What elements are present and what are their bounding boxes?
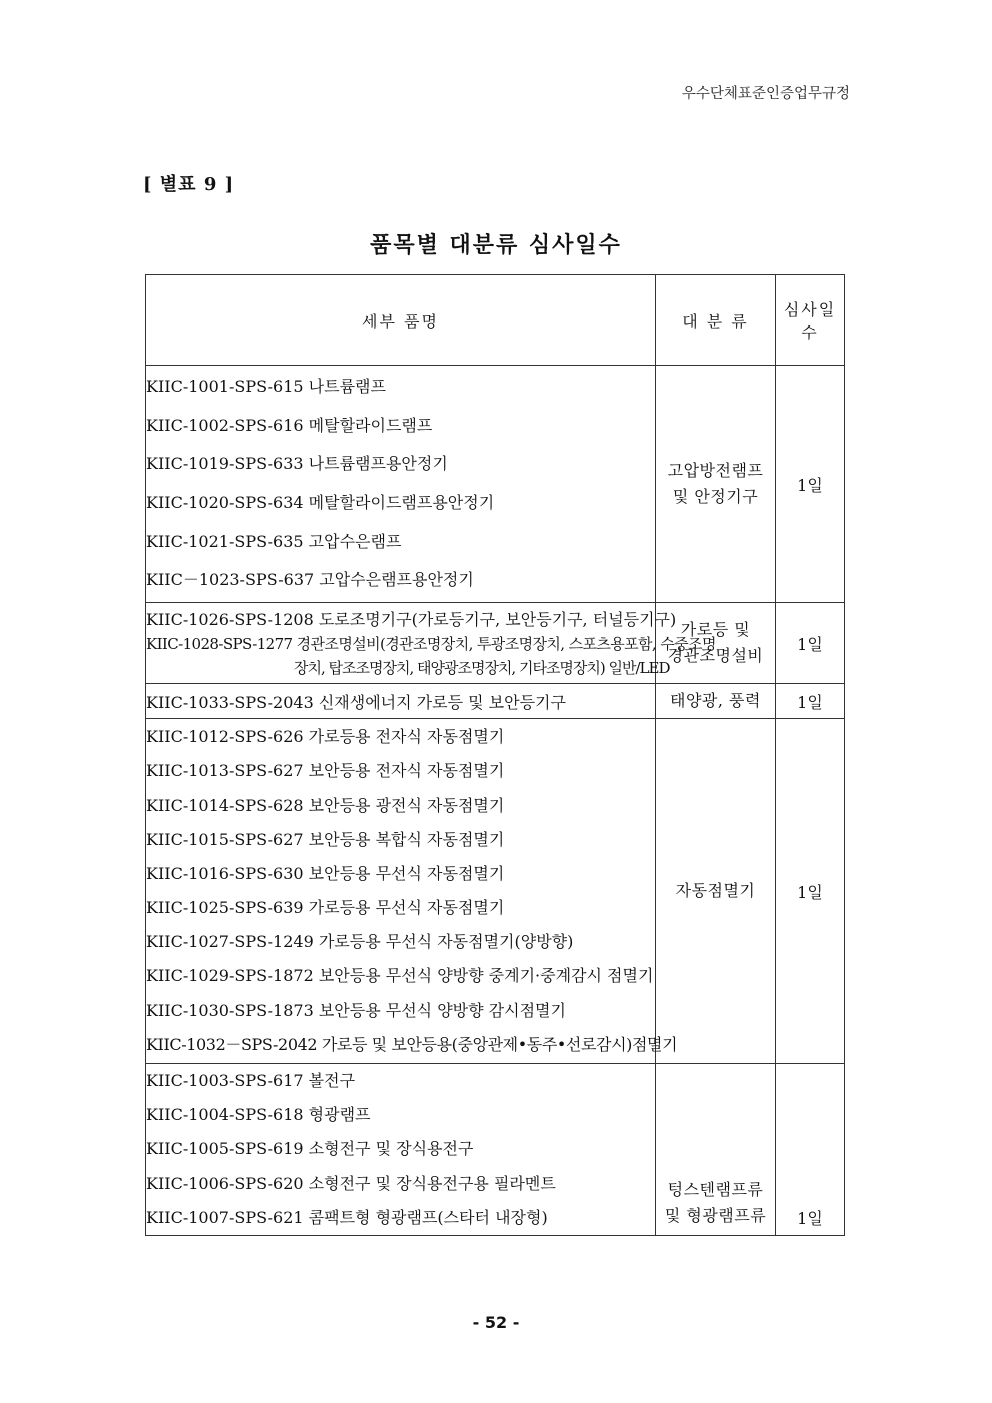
category-line: 텅스텐램프류: [667, 1179, 764, 1199]
document-title: 우수단체표준인증업무규정: [681, 86, 850, 102]
list-item: KIIC-1003-SPS-617 볼전구: [146, 1071, 356, 1090]
list-item: KIIC-1032－SPS-2042 가로등 및 보안등용(중앙관제•동주•선로감시)점멸기: [146, 1034, 678, 1054]
list-item: KIIC-1015-SPS-627 보안등용 복합식 자동점멸기: [146, 829, 505, 849]
list-item: KIIC-1021-SPS-635 고압수은램프: [146, 531, 402, 551]
category-line: 경관조명설비: [667, 646, 764, 666]
item-list: [146, 719, 678, 1064]
table-row: [146, 684, 845, 719]
list-item: KIIC-1033-SPS-2043 신재생에너지 가로등 및 보안등기구: [146, 692, 566, 712]
days-cell: 1일: [776, 366, 845, 603]
table-row: [146, 1064, 845, 1236]
list-item: KIIC-1006-SPS-620 소형전구 및 장식용전구용 필라멘트: [146, 1173, 556, 1193]
item-list: [146, 684, 656, 719]
item-list: [146, 366, 656, 603]
list-item: KIIC-1004-SPS-618 형광램프: [146, 1105, 371, 1125]
days-cell: 1일: [776, 603, 845, 684]
header-days: 심사일수: [776, 275, 845, 366]
category-line: 가로등 및: [680, 620, 751, 640]
annex-label: [ 별표 9 ]: [143, 174, 235, 195]
list-item: KIIC-1014-SPS-628 보안등용 광전식 자동점멸기: [146, 795, 505, 815]
category-line: 및 안정기구: [672, 487, 759, 507]
list-item: KIIC-1026-SPS-1208 도로조명기구(가로등기구, 보안등기구, 터널등기구): [146, 610, 677, 630]
category-table: [145, 274, 845, 1236]
header-category: 대 분 류: [656, 275, 776, 366]
list-item: KIIC-1007-SPS-621 콤팩트형 형광램프(스타터 내장형): [146, 1207, 548, 1227]
header-item: 세부 품명: [146, 275, 656, 366]
table-header-row: [146, 275, 845, 366]
category-line: 자동점멸기: [675, 881, 756, 901]
category-line: 태양광, 풍력: [670, 691, 761, 711]
category-line: 및 형광램프류: [664, 1205, 767, 1225]
list-item: KIIC-1025-SPS-639 가로등용 무선식 자동점멸기: [146, 898, 505, 918]
item-list: [146, 1064, 656, 1236]
list-item-continuation-text: 장치, 탑조조명장치, 태양광조명장치, 기타조명장치) 일반/LED: [294, 659, 670, 678]
list-item: KIIC-1013-SPS-627 보안등용 전자식 자동점멸기: [146, 761, 505, 781]
table-row: [146, 366, 845, 603]
category-cell: [656, 366, 776, 603]
table-row: [146, 719, 845, 1064]
list-item: KIIC-1020-SPS-634 메탈할라이드램프용안정기: [146, 493, 495, 513]
list-item: KIIC-1001-SPS-615 나트륨램프: [146, 377, 386, 396]
list-item: KIIC-1005-SPS-619 소형전구 및 장식용전구: [146, 1139, 474, 1159]
list-item-continuation: [146, 656, 670, 680]
list-item: KIIC-1028-SPS-1277 경관조명설비(경관조명장치, 투광조명장치, 스포츠용포함, 수중조명: [146, 635, 716, 654]
list-item: KIIC-1002-SPS-616 메탈할라이드램프: [146, 415, 433, 435]
category-cell: [656, 684, 776, 719]
days-cell: 1일: [776, 1064, 845, 1236]
days-cell: 1일: [776, 684, 845, 719]
list-item: KIIC-1027-SPS-1249 가로등용 무선식 자동점멸기(양방향): [146, 932, 574, 952]
category-line: 고압방전램프: [667, 461, 764, 481]
table-row: [146, 603, 845, 684]
page-title: 품목별 대분류 심사일수: [370, 232, 622, 258]
days-cell: 1일: [776, 719, 845, 1064]
list-item: KIIC-1019-SPS-633 나트륨램프용안정기: [146, 454, 448, 474]
category-cell: [656, 1064, 776, 1236]
page-number: - 52 -: [472, 1313, 520, 1332]
list-item: KIIC－1023-SPS-637 고압수은램프용안정기: [146, 570, 474, 590]
list-item: KIIC-1029-SPS-1872 보안등용 무선식 양방향 중계기·중계감시 점멸기: [146, 966, 654, 986]
list-item: KIIC-1030-SPS-1873 보안등용 무선식 양방향 감시점멸기: [146, 1000, 566, 1020]
list-item: KIIC-1016-SPS-630 보안등용 무선식 자동점멸기: [146, 863, 505, 883]
category-cell: [656, 719, 776, 1064]
list-item: KIIC-1012-SPS-626 가로등용 전자식 자동점멸기: [146, 727, 505, 747]
